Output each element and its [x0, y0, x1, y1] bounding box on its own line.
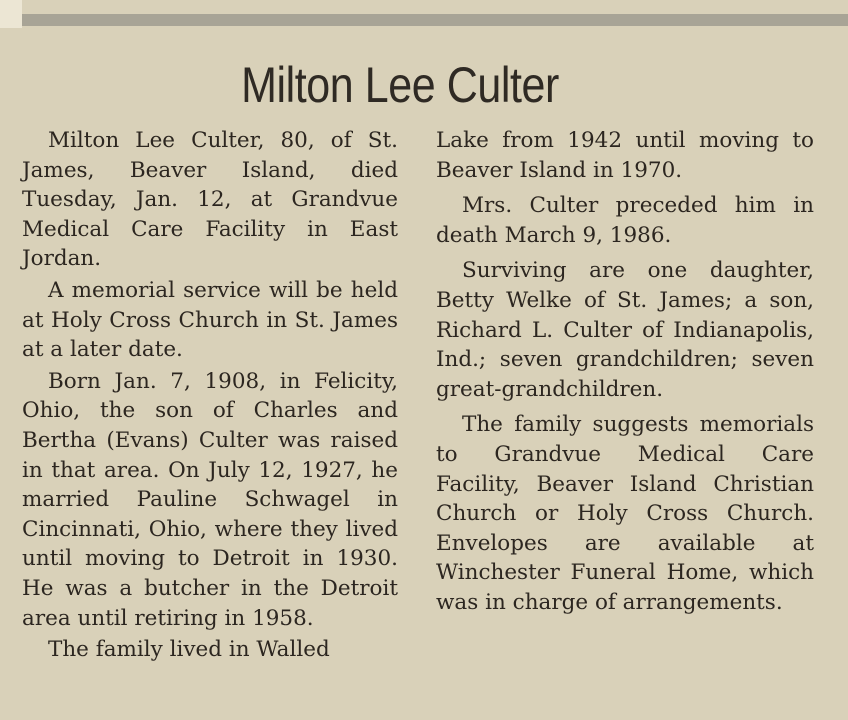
top-border-strip [22, 14, 848, 26]
paragraph-residence-end: Lake from 1942 until moving to Beaver Island in 1970. [436, 128, 814, 183]
paragraph-death-notice: Milton Lee Culter, 80, of St. James, Beaver Island, died Tuesday, Jan. 12, at Grandvue Medical Care Facility in East Jordan. [22, 128, 398, 272]
paragraph-predeceased: Mrs. Culter preceded him in death March 9, 1986. [436, 193, 814, 248]
paragraph-survivors: Surviving are one daughter, Betty Welke of St. James; a son, Richard L. Culter of Indianapolis, Ind.; seven grandchildren; seven great-grandchildren. [436, 258, 814, 402]
clipping-edge [0, 0, 22, 28]
left-column [22, 126, 398, 665]
right-column [436, 126, 814, 618]
paragraph-residence-start: The family lived in Walled [48, 637, 330, 663]
paragraph-biography: Born Jan. 7, 1908, in Felicity, Ohio, the son of Charles and Bertha (Evans) Culter was raised in that area. On July 12, 1927, he married Pauline Schwagel in Cincinnati, Ohio, where they lived until moving to Detroit in 1930. He was a butcher in the Detroit area until retiring in 1958. [22, 368, 398, 631]
paragraph-memorials: The family suggests memorials to Grandvue Medical Care Facility, Beaver Island Christian Church or Holy Cross Church. Envelopes are available at Winchester Funeral Home, which was in charge of arrangements. [436, 412, 814, 615]
paragraph-memorial-service: A memorial service will be held at Holy Cross Church in St. James at a later date. [22, 277, 398, 363]
obituary-headline: Milton Lee Culter [241, 57, 559, 113]
